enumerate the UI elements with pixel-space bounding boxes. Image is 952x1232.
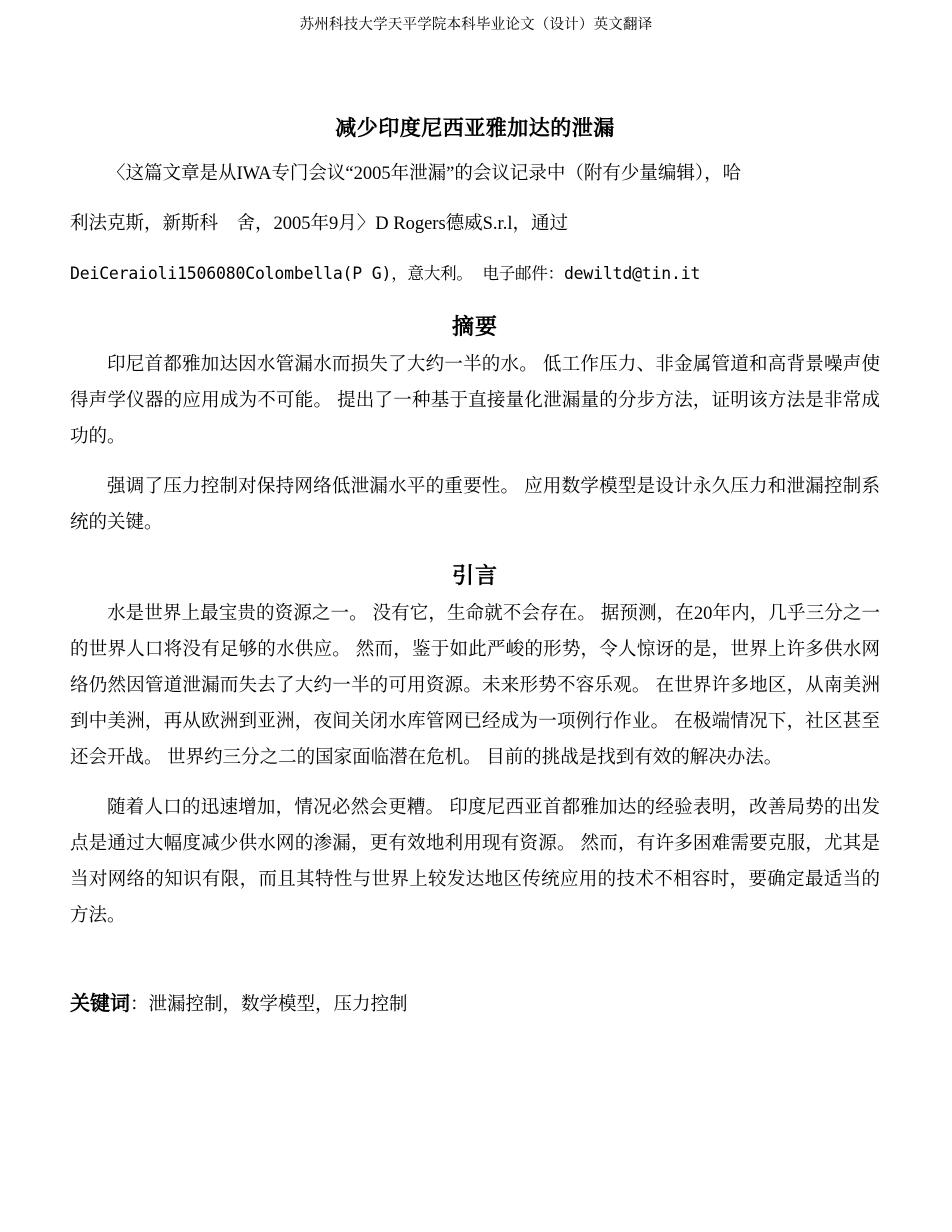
- source-note-line-1: 〈这篇文章是从IWA专门会议“2005年泄漏”的会议记录中（附有少量编辑），哈: [107, 164, 742, 184]
- section-heading-abstract: 摘要: [451, 315, 498, 340]
- source-note: [70, 156, 880, 192]
- document-body: [0, 112, 952, 1022]
- page-title: 减少印度尼西亚雅加达的泄漏: [335, 116, 615, 140]
- running-header-text: 苏州科技大学天平学院本科毕业论文（设计）英文翻译: [299, 17, 653, 33]
- abstract-paragraph-2: 强调了压力控制对保持网络低泄漏水平的重要性。 应用数学模型是设计永久压力和泄漏控制系统的关键。: [70, 477, 880, 533]
- source-note-continued: [70, 206, 880, 242]
- source-note-line-2: 利法克斯，新斯科 舍，2005年9月〉D Rogers德威S.r.l，通过: [70, 214, 568, 234]
- keywords-label: 关键词: [70, 991, 130, 1015]
- running-header: [0, 0, 952, 34]
- keywords-value: 泄漏控制，数学模型，压力控制: [148, 995, 408, 1015]
- section-heading-introduction: 引言: [451, 564, 498, 589]
- source-note-line-3: DeiCeraioli1506080Colombella(P G)，意大利。 电子邮件：dewiltd@tin.it: [70, 264, 701, 283]
- introduction-paragraph-2: 随着人口的迅速增加，情况必然会更糟。 印度尼西亚首都雅加达的经验表明，改善局势的出发点是通过大幅度减少供水网的渗漏，更有效地利用现有资源。 然而，有许多困难需要克服，尤其是当对网络的知识有限，而且其特性与世界上较发达地区传统应用的技术不相容时，要确定最适当的方法。: [70, 798, 880, 926]
- introduction-paragraph-1: 水是世界上最宝贵的资源之一。 没有它，生命就不会存在。 据预测，在20年内，几乎三分之一的世界人口将没有足够的水供应。 然而，鉴于如此严峻的形势，令人惊讶的是，世界上许多供水网络仍然因管道泄漏而失去了大约一半的可用资源。未来形势不容乐观。 在世界许多地区，从南美洲到中美洲，再从欧洲到亚洲，夜间关闭水库管网已经成为一项例行作业。 在极端情况下，社区甚至还会开战。 世界约三分之二的国家面临潜在危机。 目前的挑战是找到有效的解决办法。: [70, 604, 880, 768]
- keywords-separator: ：: [130, 995, 149, 1015]
- paragraph-gap: [70, 455, 880, 469]
- source-note-email-line: [70, 256, 880, 292]
- paragraph-gap-2: [70, 776, 880, 790]
- abstract-paragraph-1: 印尼首都雅加达因水管漏水而损失了大约一半的水。 低工作压力、非金属管道和高背景噪声使得声学仪器的应用成为不可能。 提出了一种基于直接量化泄漏量的分步方法，证明该方法是非常成功的。: [70, 355, 880, 447]
- keywords-line: [70, 986, 880, 1022]
